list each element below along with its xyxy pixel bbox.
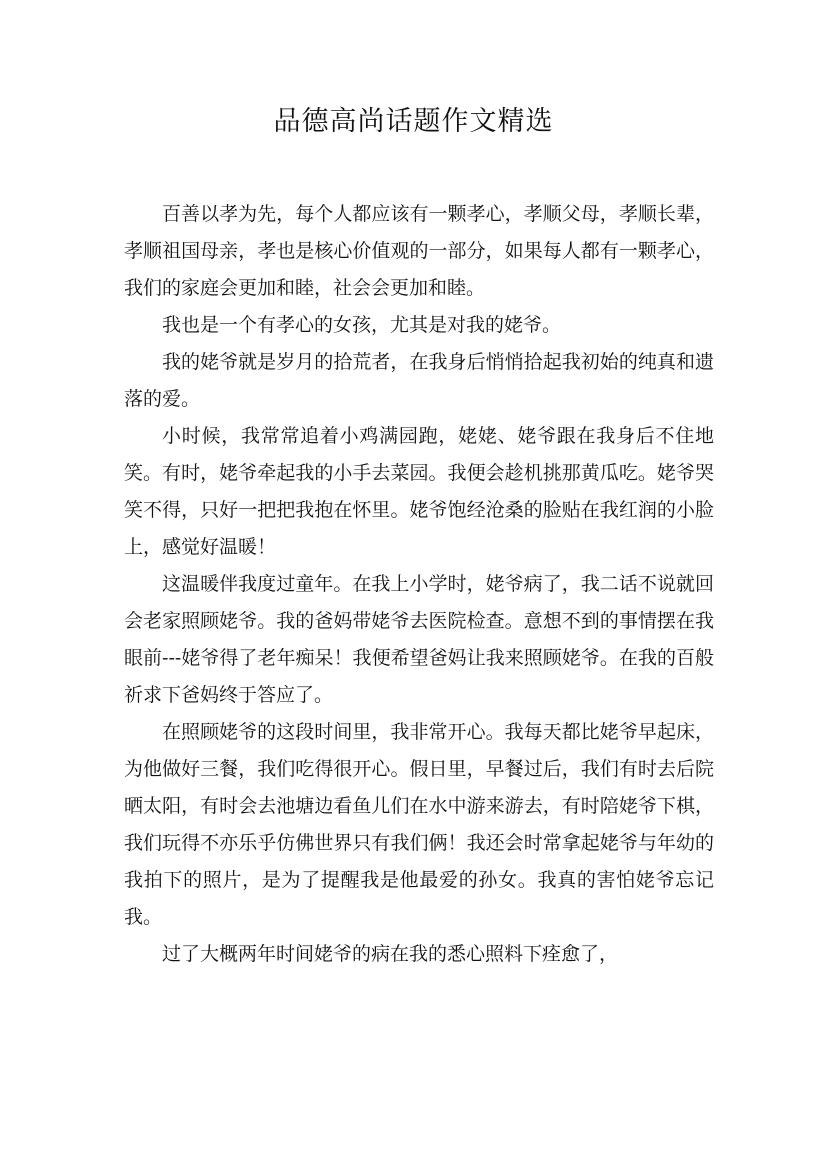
paragraph: 我的姥爷就是岁月的拾荒者，在我身后悄悄拾起我初始的纯真和遗落的爱。 (124, 351, 714, 410)
paragraph: 过了大概两年时间姥爷的病在我的悉心照料下痊愈了， (162, 943, 619, 965)
paragraph: 这温暖伴我度过童年。在我上小学时，姥爷病了，我二话不说就回会老家照顾姥爷。我的爸妈带姥爷去医院检查。意想不到的事情摆在我眼前---姥爷得了老年痴呆！我便希望爸妈让我来照顾姥爷。在我的百般祈求下爸妈终于答应了。 (124, 573, 714, 706)
paragraph: 我也是一个有孝心的女孩，尤其是对我的姥爷。 (162, 314, 562, 336)
paragraph: 在照顾姥爷的这段时间里，我非常开心。我每天都比姥爷早起床，为他做好三餐，我们吃得很开心。假日里，早餐过后，我们有时去后院晒太阳，有时会去池塘边看鱼儿们在水中游来游去，有时陪姥爷下棋，我们玩得不亦乐乎仿佛世界只有我们俩！我还会时常拿起姥爷与年幼的我拍下的照片，是为了提醒我是他最爱的孙女。我真的害怕姥爷忘记我。 (124, 721, 714, 928)
document-title: 品德高尚话题作文精选 (273, 106, 554, 137)
paragraph: 小时候，我常常追着小鸡满园跑，姥姥、姥爷跟在我身后不住地笑。有时，姥爷牵起我的小手去菜园。我便会趁机挑那黄瓜吃。姥爷哭笑不得，只好一把把我抱在怀里。姥爷饱经沧桑的脸贴在我红润的小脸上，感觉好温暖！ (124, 425, 714, 558)
paragraph: 百善以孝为先，每个人都应该有一颗孝心，孝顺父母，孝顺长辈，孝顺祖国母亲，孝也是核心价值观的一部分，如果每人都有一颗孝心，我们的家庭会更加和睦，社会会更加和睦。 (124, 203, 714, 299)
document-body (124, 196, 714, 973)
